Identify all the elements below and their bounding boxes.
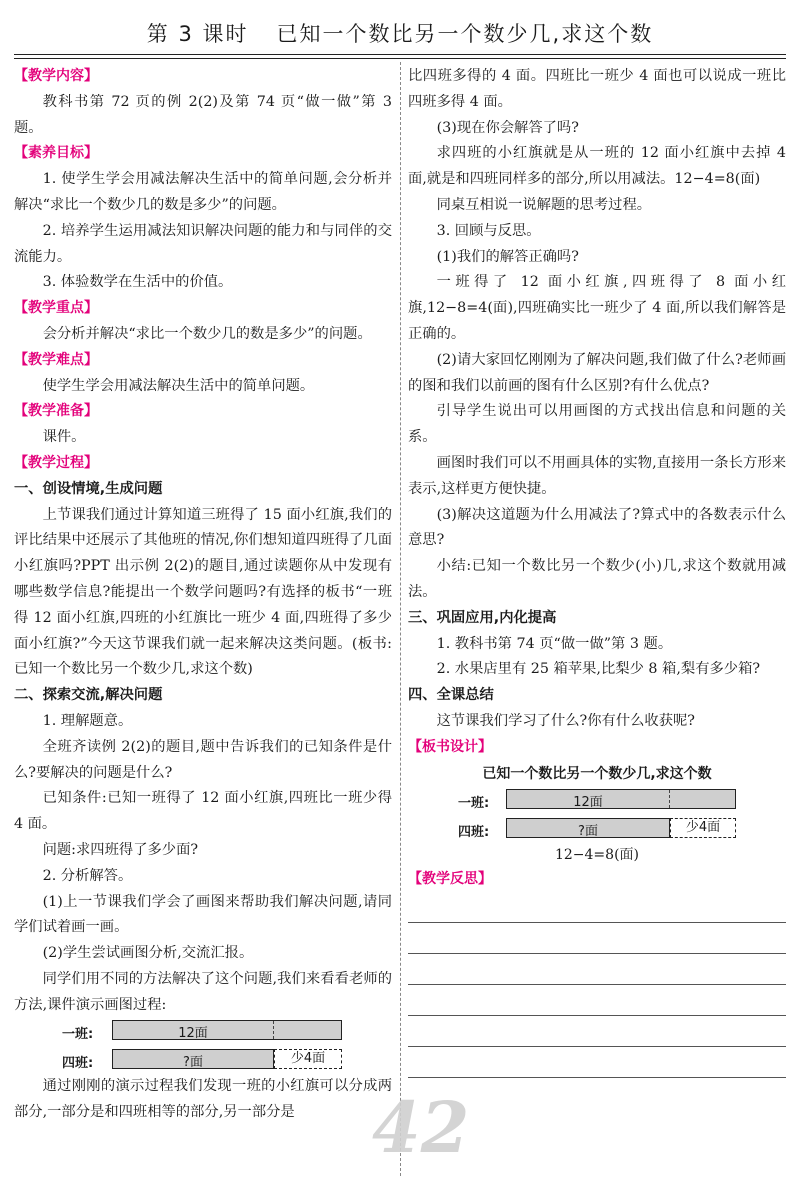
lesson-title: 已知一个数比另一个数少几,求这个数 (276, 22, 654, 46)
bar-split (273, 1021, 274, 1039)
tag-difficulty: 【教学难点】 (14, 351, 98, 368)
preparation: 课件。 (42, 429, 86, 446)
board-class1-label: 一班: (458, 795, 490, 811)
step-2: 2. 分析解答。 (42, 867, 133, 884)
content-text: 教科书第 72 页的例 2(2)及第 74 页“做一做”第 3 题。 (14, 93, 392, 136)
para-report: (2)学生尝试画图分析,交流汇报。 (42, 945, 254, 962)
para-pair: 同桌互相说一说解题的思考过程。 (436, 196, 652, 213)
reflection-line (408, 954, 786, 985)
reflect-3: (3)解决这道题为什么用减法了?算式中的各数表示什么意思? (408, 506, 786, 549)
para-known: 已知条件:已知一班得了 12 面小红旗,四班比一班少得 4 面。 (14, 790, 392, 833)
board-total-label: 12面 (573, 794, 603, 810)
section-3-heading: 三、巩固应用,内化提高 (408, 609, 557, 626)
exercise-2: 2. 水果店里有 25 箱苹果,比梨少 8 箱,梨有多少箱? (436, 661, 761, 678)
section-1-text: 上节课我们通过计算知道三班得了 15 面小红旗,我们的评比结果中还展示了其他班的情况,你们想知道四班得了几面小红旗吗?PPT 出示例 2(2)的题目,通过读题你从中发现有哪些数学信息?能提出一个数学问题吗?有选择的板书“一班得 12 面小红旗,四班的小红旗比一班少 4 面,四班得了多少面小红旗?”今天这节课我们就一起来解决这类问题。(板书:已知一个数比另一个数少几,求这个数) (14, 506, 392, 678)
goal-2: 2. 培养学生运用减法知识解决问题的能力和与同伴的交流能力。 (14, 222, 392, 265)
goal-3: 3. 体验数学在生活中的价值。 (42, 274, 233, 291)
page-title (0, 18, 800, 48)
left-column (14, 64, 392, 1126)
reflection-line (408, 1047, 786, 1078)
step-3: 3. 回顾与反思。 (436, 222, 541, 239)
tag-reflect: 【教学反思】 (408, 870, 492, 887)
section-2-heading: 二、探索交流,解决问题 (14, 687, 163, 704)
class4-label: 四班: (62, 1056, 94, 1072)
para-method: 同学们用不同的方法解决了这个问题,我们来看看老师的方法,课件演示画图过程: (14, 970, 392, 1013)
tag-prep: 【教学准备】 (14, 403, 98, 420)
section-1-heading: 一、创设情境,生成问题 (14, 480, 163, 497)
question-3: (3)现在你会解答了吗? (436, 119, 579, 136)
para-check: 一班得了 12 面小红旗,四班得了 8 面小红旗,12−8=4(面),四班确实比一班少了 4 面,所以我们解答是正确的。 (408, 274, 786, 342)
page-number: 42 (372, 1086, 470, 1169)
board-class4-label: 四班: (458, 824, 490, 840)
lesson-number: 第 3 课时 (146, 22, 249, 46)
reflection-lines (408, 892, 786, 1078)
para-subtract: 求四班的小红旗就是从一班的 12 面小红旗中去掉 4 面,就是和四班同样多的部分,所以用减法。12−4=8(面) (408, 145, 786, 188)
difficulty: 使学生学会用减法解决生活中的简单问题。 (42, 377, 315, 394)
para-draw: (1)上一节课我们学会了画图来帮助我们解决问题,请同学们试着画一画。 (14, 893, 392, 936)
section-4-heading: 四、全课总结 (408, 687, 494, 704)
unknown-label: ?面 (183, 1055, 203, 1071)
summary: 小结:已知一个数比另一个数少(小)几,求这个数就用减法。 (408, 558, 786, 600)
board-class4-bar (506, 818, 670, 838)
tag-key: 【教学重点】 (14, 300, 98, 317)
tag-board: 【板书设计】 (408, 738, 492, 755)
para-drawing: 画图时我们可以不用画具体的实物,直接用一条长方形来表示,这样更方便快捷。 (408, 454, 786, 497)
exercise-1: 1. 教科书第 74 页“做一做”第 3 题。 (436, 635, 673, 652)
reflect-2: (2)请大家回忆刚刚为了解决问题,我们做了什么?老师画的图和我们以前画的图有什么区别?有什么优点? (408, 351, 786, 394)
reflect-1: (1)我们的解答正确吗? (436, 248, 579, 265)
board-title: 已知一个数比另一个数少几,求这个数 (482, 765, 712, 782)
para-observe: 通过刚刚的演示过程我们发现一班的小红旗可以分成两部分,一部分是和四班相等的部分,另一部分是 (14, 1078, 392, 1121)
tag-process: 【教学过程】 (14, 454, 98, 471)
bar-diagram-board (408, 787, 786, 843)
total-label: 12面 (178, 1026, 208, 1042)
class4-bar (112, 1049, 274, 1069)
para-summary: 这节课我们学习了什么?你有什么收获呢? (436, 712, 695, 729)
board-formula: 12−4=8(面) (554, 846, 639, 863)
header-rule (14, 54, 786, 55)
column-divider (400, 62, 401, 1176)
board-unknown-label: ?面 (578, 823, 598, 839)
para-question: 问题:求四班得了多少面? (42, 841, 199, 858)
para-continue: 比四班多得的 4 面。四班比一班少 4 面也可以说成一班比四班多得 4 面。 (408, 68, 786, 110)
right-column (408, 64, 786, 1078)
bar-diagram-left (14, 1018, 392, 1074)
para-read: 全班齐读例 2(2)的题目,题中告诉我们的已知条件是什么?要解决的问题是什么? (14, 738, 392, 781)
reflection-line (408, 1016, 786, 1047)
tag-content: 【教学内容】 (14, 68, 98, 84)
class1-label: 一班: (62, 1027, 94, 1043)
header-rule-2 (14, 58, 786, 59)
board-less-box: 少4面 (670, 818, 736, 838)
key-point: 会分析并解决“求比一个数少几的数是多少”的问题。 (42, 325, 372, 342)
board-bar-split (669, 790, 670, 808)
board-class1-bar (506, 789, 736, 809)
step-1: 1. 理解题意。 (42, 712, 133, 729)
para-guide: 引导学生说出可以用画图的方式找出信息和问题的关系。 (408, 403, 786, 446)
reflection-line (408, 985, 786, 1016)
tag-goals: 【素养目标】 (14, 145, 98, 162)
reflection-line (408, 892, 786, 923)
less-box: 少4面 (274, 1049, 342, 1069)
reflection-line (408, 923, 786, 954)
class1-bar (112, 1020, 342, 1040)
goal-1: 1. 使学生学会用减法解决生活中的简单问题,会分析并解决“求比一个数少几的数是多少”的问题。 (14, 171, 392, 213)
